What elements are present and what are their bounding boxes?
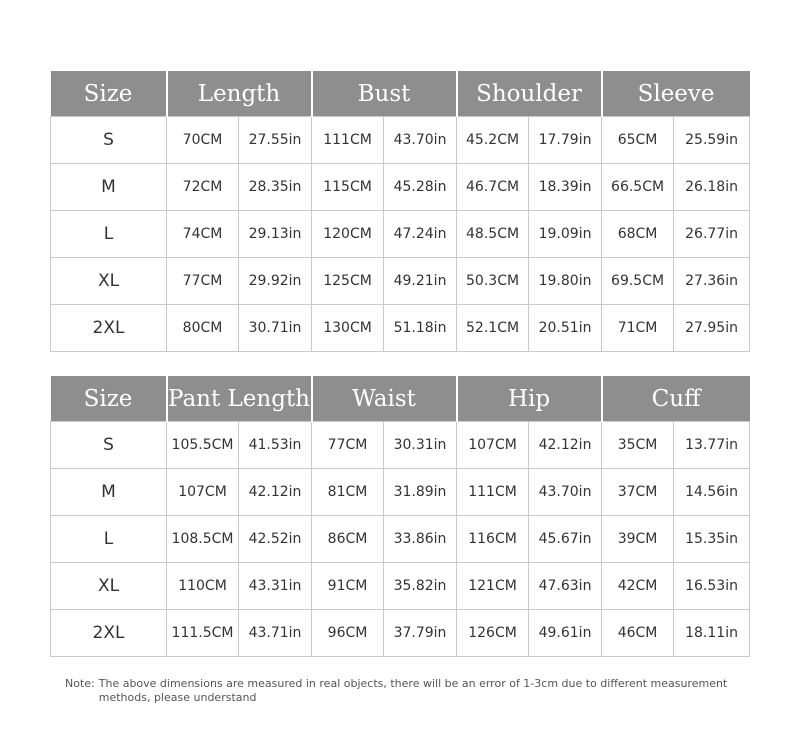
- inch-value-cell: 43.70in: [529, 469, 602, 516]
- cm-value-cell: 116CM: [457, 516, 529, 563]
- cm-value-cell: 65CM: [602, 117, 674, 164]
- header-sleeve: Sleeve: [602, 71, 750, 117]
- cm-value-cell: 111CM: [312, 117, 384, 164]
- cm-value-cell: 69.5CM: [602, 258, 674, 305]
- inch-value-cell: 25.59in: [674, 117, 750, 164]
- inch-value-cell: 20.51in: [529, 305, 602, 352]
- cm-value-cell: 37CM: [602, 469, 674, 516]
- table-row: [51, 211, 750, 258]
- inch-value-cell: 13.77in: [674, 422, 750, 469]
- cm-value-cell: 42CM: [602, 563, 674, 610]
- cm-value-cell: 126CM: [457, 610, 529, 657]
- table-row: [51, 563, 750, 610]
- cm-value-cell: 110CM: [167, 563, 239, 610]
- cm-value-cell: 120CM: [312, 211, 384, 258]
- table-row: [51, 305, 750, 352]
- header-bust: Bust: [312, 71, 457, 117]
- cm-value-cell: 46.7CM: [457, 164, 529, 211]
- table-header-row: [51, 376, 750, 422]
- cm-value-cell: 111.5CM: [167, 610, 239, 657]
- note-text: The above dimensions are measured in real objects, there will be an error of 1-3cm due to different measurement methods, please understand: [98, 677, 728, 704]
- cm-value-cell: 86CM: [312, 516, 384, 563]
- cm-value-cell: 68CM: [602, 211, 674, 258]
- inch-value-cell: 16.53in: [674, 563, 750, 610]
- header-cuff: Cuff: [602, 376, 750, 422]
- cm-value-cell: 125CM: [312, 258, 384, 305]
- cm-value-cell: 105.5CM: [167, 422, 239, 469]
- inch-value-cell: 43.71in: [239, 610, 312, 657]
- table-row: [51, 164, 750, 211]
- inch-value-cell: 26.18in: [674, 164, 750, 211]
- inch-value-cell: 49.21in: [384, 258, 457, 305]
- cm-value-cell: 130CM: [312, 305, 384, 352]
- header-length: Length: [167, 71, 312, 117]
- inch-value-cell: 35.82in: [384, 563, 457, 610]
- cm-value-cell: 70CM: [167, 117, 239, 164]
- inch-value-cell: 29.92in: [239, 258, 312, 305]
- size-label-cell: 2XL: [51, 610, 167, 657]
- cm-value-cell: 115CM: [312, 164, 384, 211]
- size-label-cell: S: [51, 422, 167, 469]
- inch-value-cell: 19.09in: [529, 211, 602, 258]
- cm-value-cell: 80CM: [167, 305, 239, 352]
- inch-value-cell: 18.39in: [529, 164, 602, 211]
- inch-value-cell: 49.61in: [529, 610, 602, 657]
- size-label-cell: M: [51, 164, 167, 211]
- inch-value-cell: 15.35in: [674, 516, 750, 563]
- cm-value-cell: 91CM: [312, 563, 384, 610]
- top-table-body: [51, 117, 750, 352]
- cm-value-cell: 81CM: [312, 469, 384, 516]
- inch-value-cell: 37.79in: [384, 610, 457, 657]
- inch-value-cell: 27.95in: [674, 305, 750, 352]
- inch-value-cell: 45.67in: [529, 516, 602, 563]
- header-size: Size: [51, 376, 167, 422]
- cm-value-cell: 121CM: [457, 563, 529, 610]
- cm-value-cell: 96CM: [312, 610, 384, 657]
- inch-value-cell: 28.35in: [239, 164, 312, 211]
- size-label-cell: L: [51, 211, 167, 258]
- size-label-cell: 2XL: [51, 305, 167, 352]
- inch-value-cell: 42.52in: [239, 516, 312, 563]
- inch-value-cell: 47.63in: [529, 563, 602, 610]
- top-size-table: [50, 71, 750, 352]
- inch-value-cell: 43.70in: [384, 117, 457, 164]
- inch-value-cell: 41.53in: [239, 422, 312, 469]
- header-shoulder: Shoulder: [457, 71, 602, 117]
- header-waist: Waist: [312, 376, 457, 422]
- cm-value-cell: 71CM: [602, 305, 674, 352]
- cm-value-cell: 77CM: [312, 422, 384, 469]
- note-label: Note:: [65, 677, 95, 690]
- cm-value-cell: 48.5CM: [457, 211, 529, 258]
- bottom-size-table: [50, 376, 750, 657]
- inch-value-cell: 27.55in: [239, 117, 312, 164]
- table-row: [51, 258, 750, 305]
- cm-value-cell: 46CM: [602, 610, 674, 657]
- inch-value-cell: 42.12in: [529, 422, 602, 469]
- header-size: Size: [51, 71, 167, 117]
- measurement-note: [65, 677, 755, 705]
- inch-value-cell: 33.86in: [384, 516, 457, 563]
- header-pant-length: Pant Length: [167, 376, 312, 422]
- cm-value-cell: 107CM: [167, 469, 239, 516]
- inch-value-cell: 42.12in: [239, 469, 312, 516]
- inch-value-cell: 45.28in: [384, 164, 457, 211]
- inch-value-cell: 27.36in: [674, 258, 750, 305]
- cm-value-cell: 50.3CM: [457, 258, 529, 305]
- inch-value-cell: 47.24in: [384, 211, 457, 258]
- inch-value-cell: 30.71in: [239, 305, 312, 352]
- cm-value-cell: 111CM: [457, 469, 529, 516]
- inch-value-cell: 17.79in: [529, 117, 602, 164]
- header-hip: Hip: [457, 376, 602, 422]
- cm-value-cell: 39CM: [602, 516, 674, 563]
- cm-value-cell: 74CM: [167, 211, 239, 258]
- table-row: [51, 117, 750, 164]
- inch-value-cell: 19.80in: [529, 258, 602, 305]
- cm-value-cell: 66.5CM: [602, 164, 674, 211]
- inch-value-cell: 18.11in: [674, 610, 750, 657]
- table-row: [51, 516, 750, 563]
- size-label-cell: L: [51, 516, 167, 563]
- cm-value-cell: 77CM: [167, 258, 239, 305]
- inch-value-cell: 31.89in: [384, 469, 457, 516]
- cm-value-cell: 45.2CM: [457, 117, 529, 164]
- inch-value-cell: 30.31in: [384, 422, 457, 469]
- size-label-cell: XL: [51, 563, 167, 610]
- table-header-row: [51, 71, 750, 117]
- size-label-cell: XL: [51, 258, 167, 305]
- inch-value-cell: 43.31in: [239, 563, 312, 610]
- cm-value-cell: 72CM: [167, 164, 239, 211]
- inch-value-cell: 26.77in: [674, 211, 750, 258]
- cm-value-cell: 52.1CM: [457, 305, 529, 352]
- cm-value-cell: 108.5CM: [167, 516, 239, 563]
- size-label-cell: M: [51, 469, 167, 516]
- table-row: [51, 422, 750, 469]
- table-row: [51, 469, 750, 516]
- size-label-cell: S: [51, 117, 167, 164]
- cm-value-cell: 107CM: [457, 422, 529, 469]
- cm-value-cell: 35CM: [602, 422, 674, 469]
- table-row: [51, 610, 750, 657]
- inch-value-cell: 51.18in: [384, 305, 457, 352]
- inch-value-cell: 14.56in: [674, 469, 750, 516]
- bottom-table-body: [51, 422, 750, 657]
- inch-value-cell: 29.13in: [239, 211, 312, 258]
